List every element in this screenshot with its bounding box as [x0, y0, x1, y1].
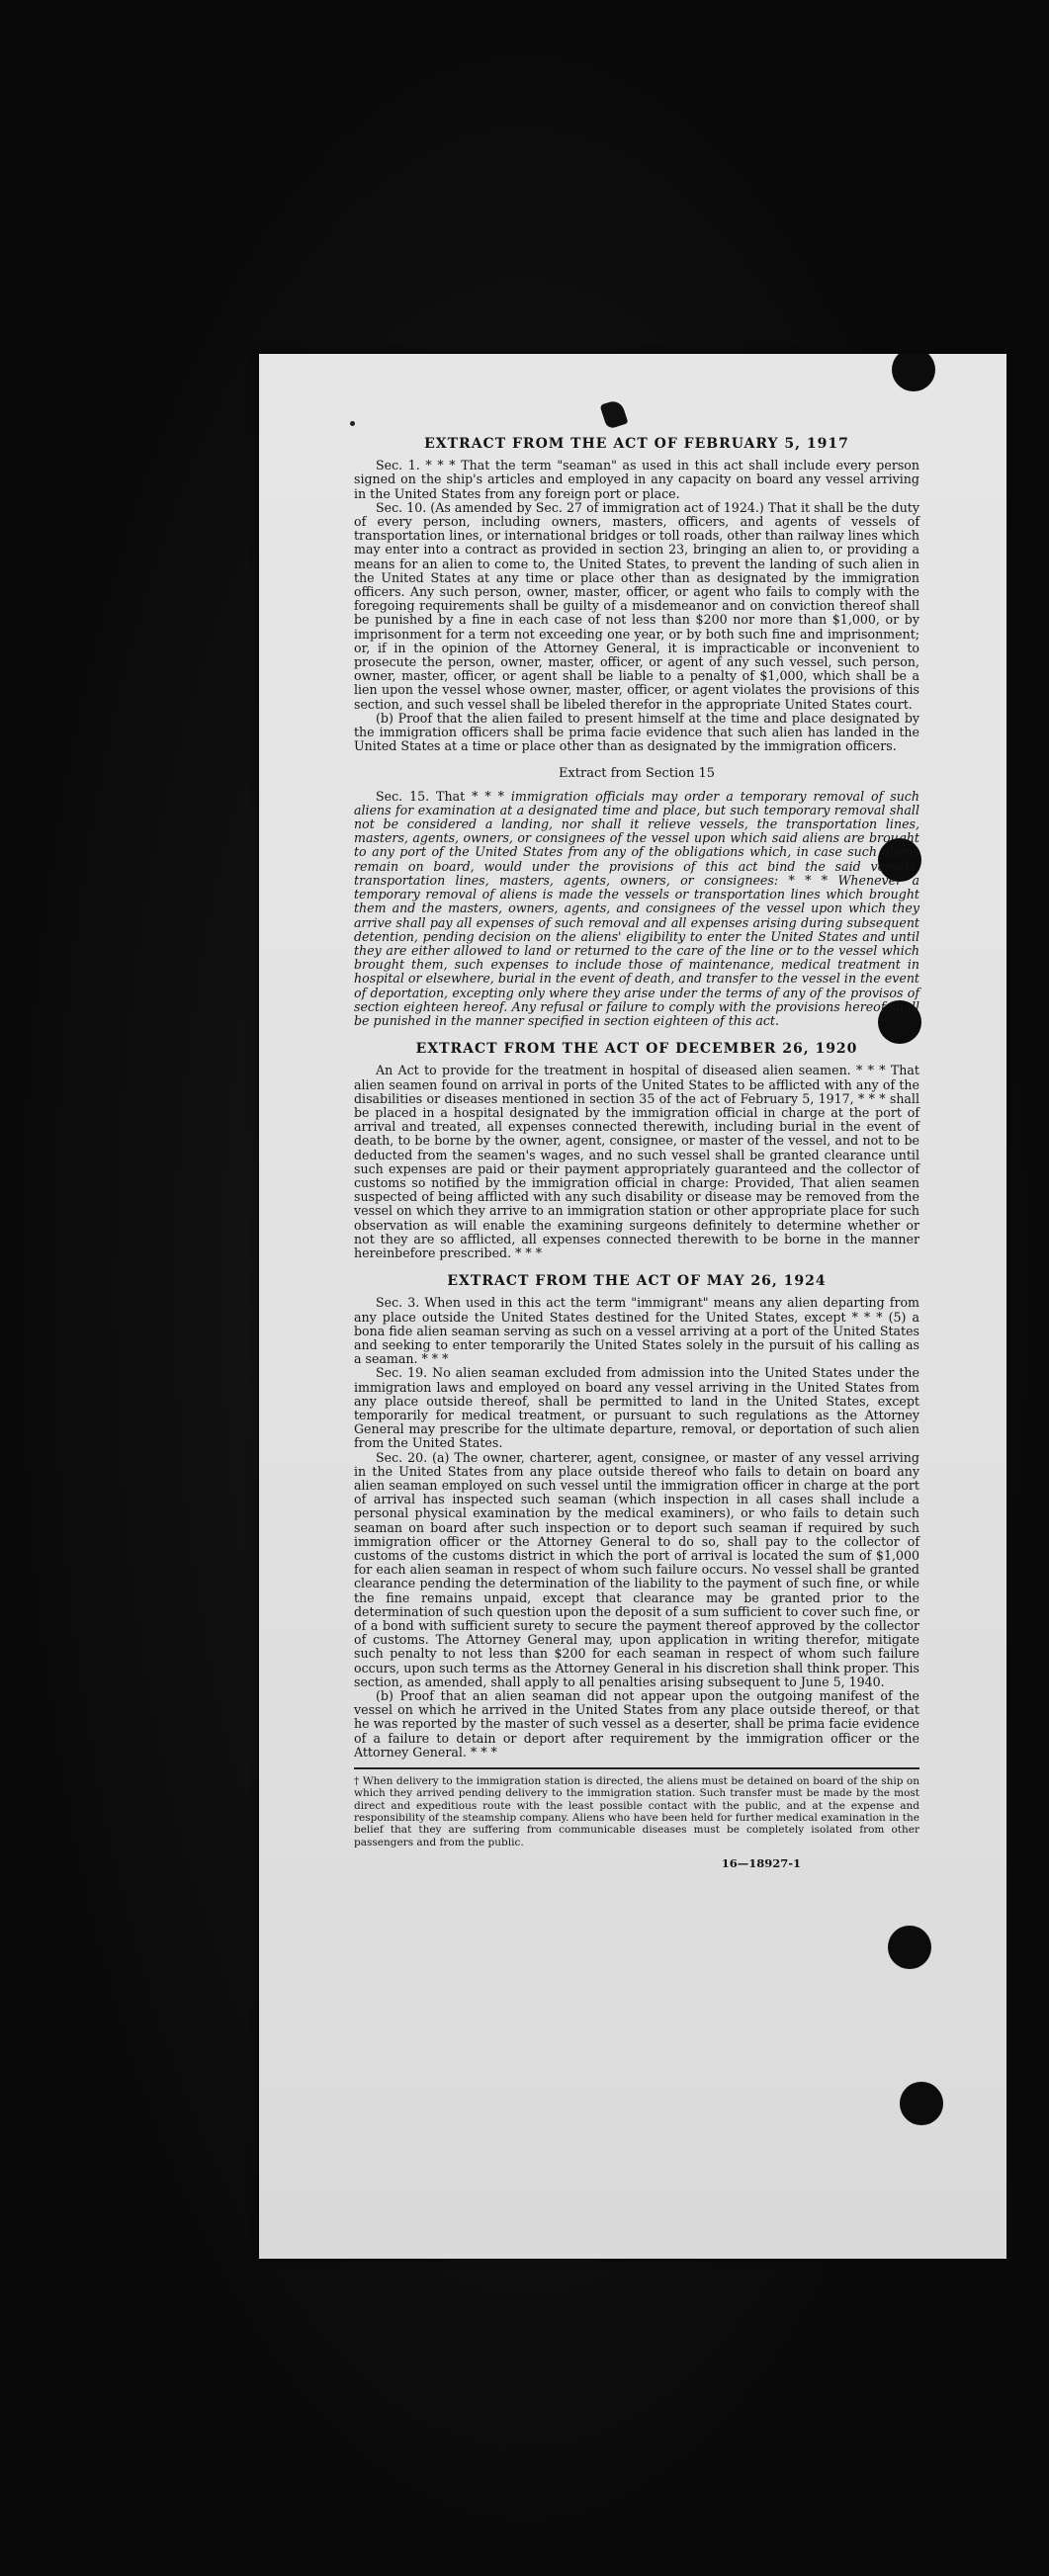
footnote-divider	[354, 1767, 919, 1769]
footnote: † When delivery to the immigration station is directed, the aliens must be detained on board of the ship on which they arrived pending delivery to the immigration station. Such transfer must be made by the most direct and expeditious route with the least possible contact with the public, and at the expense and responsibility of the steamship company. Aliens who have been held for further medical examination in the belief that they are suffering from communicable diseases must be completely isolated from other passengers and from the public.	[354, 1775, 919, 1848]
sec-15-lead: Sec. 15. That * * *	[376, 788, 504, 804]
paragraph-sec-3: Sec. 3. When used in this act the term "immigrant" means any alien departing from any place outside the United States destined for the United States, except * * * (5) a bona fide alien seaman serving as such on a vessel arriving at a port of the United States and seeking to enter temporarily the United States solely in the pursuit of his calling as a seaman. * * *	[354, 1295, 919, 1367]
form-number: 16—18927-1	[721, 1855, 801, 1870]
paragraph-sec-10b: (b) Proof that the alien failed to present himself at the time and place designated by the immigration officers shall be prima facie evidence that such alien has landed in the United States at a time or place other than as designated by the immigration officers.	[354, 710, 919, 754]
paragraph-sec-19: Sec. 19. No alien seaman excluded from admission into the United States under the immigration laws and employed on board any vessel arriving in the United States from any place outside thereof, shall be permitted to land in the United States, except temporarily for medical treatment, or pursuant to such regulations as the Attorney General may prescribe for the ultimate departure, removal, or deportation of such alien from the United States.	[354, 1365, 919, 1451]
paragraph-sec-1: Sec. 1. * * * That the term "seaman" as used in this act shall include every person signed on the ship's articles and employed in any capacity on board any vessel arriving in the United States from any foreign port or place.	[354, 458, 919, 501]
paragraph-sec-10: Sec. 10. (As amended by Sec. 27 of immigration act of 1924.) That it shall be the duty of every person, including owners, masters, officers, and agents of vessels of transportation lines, or international bridges or toll roads, other than railway lines which may enter into a contract as provided in section 23, bringing an alien to, or providing a means for an alien to come to, the United States, to prevent the landing of such alien in the United States at any time or place other than as designated by the immigration officers. Any such person, owner, master, officer, or agent who fails to comply with the foregoing requirements shall be guilty of a misdemeanor and on conviction thereof shall be punished by a fine in each case of not less than $200 nor more than $1,000, or by imprisonment for a term not exceeding one year, or by both such fine and imprisonment; or, if in the opinion of the Attorney General, it is impracticable or inconvenient to prosecute the person, owner, master, officer, or agent of any such vessel, such person, owner, master, officer, or agent shall be liable to a penalty of $1,000, which shall be a lien upon the vessel whose owner, master, officer, or agent violates the provisions of this section, and such vessel shall be libeled therefor in the appropriate United States court.	[354, 499, 919, 712]
paragraph-sec-15	[354, 790, 919, 1028]
punch-hole	[892, 354, 935, 391]
punch-hole	[888, 1926, 931, 1969]
sec-15-text: immigration officials may order a temporary removal of such aliens for examination at a designated time and place, but such temporary removal shall not be considered a landing, nor shall it relieve vessels, the transportation lines, masters, agents, owners, or consignees of the vessel upon which said aliens are brought to any port of the United States from any of the obligations which, in case such aliens remain on board, would under the provisions of this act bind the said vessels, transportation lines, masters, agents, owners, or consignees: * * * Whenever a temporary removal of aliens is made the vessels or transportation lines which brought them and the masters, owners, agents, and consignees of the vessel upon which they arrive shall pay all expenses of such removal and all expenses arising during subsequent detention, pending decision on the aliens' eligibility to enter the United States and until they are either allowed to land or returned to the care of the line or to the vessel which brought them, such expenses to include those of maintenance, medical treatment in hospital or elsewhere, burial in the event of death, and transfer to the vessel in the event of deportation, excepting only where they arise under the terms of any of the provisos of section eighteen hereof. Any refusal or failure to comply with the provisions hereof shall be punished in the manner specified in section eighteen of this act.	[354, 788, 919, 1028]
paragraph-act-1920: An Act to provide for the treatment in hospital of diseased alien seamen. * * * That alien seamen found on arrival in ports of the United States to be afflicted with any of the disabilities or diseases mentioned in section 35 of the act of February 5, 1917, * * * shall be placed in a hospital designated by the immigration official in charge at the port of arrival and treated, all expenses connected therewith, including burial in the event of death, to be borne by the owner, agent, consignee, or master of the vessel, and not to be deducted from the seamen's wages, and no such vessel shall be granted clearance until such expenses are paid or their payment appropriately guaranteed and the collector of customs so notified by the immigration official in charge: Provided, That alien seamen suspected of being afflicted with any such disability or disease may be removed from the vessel on which they arrive to an immigration station or other appropriate place for such observation as will enable the examining surgeons definitely to determine whether or not they are so afflicted, all expenses connected therewith to be borne in the manner hereinbefore prescribed. * * *	[354, 1063, 919, 1260]
punch-hole	[900, 2082, 943, 2125]
document-body	[354, 423, 919, 1870]
document-page	[259, 354, 1006, 2259]
paragraph-sec-20b: (b) Proof that an alien seaman did not appear upon the outgoing manifest of the vessel on which he arrived in the United States from any place outside thereof, or that he was reported by the master of such vessel as a deserter, shall be prima facie evidence of a failure to detain or deport after requirement by the immigration officer or the Attorney General. * * *	[354, 1688, 919, 1760]
heading-act-1917: EXTRACT FROM THE ACT OF FEBRUARY 5, 1917	[424, 436, 849, 452]
heading-act-1924: EXTRACT FROM THE ACT OF MAY 26, 1924	[447, 1273, 827, 1290]
paragraph-sec-20: Sec. 20. (a) The owner, charterer, agent, consignee, or master of any vessel arriving in the United States from any place outside thereof who fails to detain on board any alien seaman employed on such vessel until the immigration officer in charge at the port of arrival has inspected such seaman (which inspection in all cases shall include a personal physical examination by the medical examiners), or who fails to detain such seaman on board after such inspection or to deport such seaman if required by such immigration officer or the Attorney General to do so, shall pay to the collector of customs of the customs district in which the port of arrival is located the sum of $1,000 for each alien seaman in respect of whom such failure occurs. No vessel shall be granted clearance pending the determination of the liability to the payment of such fine, or while the fine remains unpaid, except that clearance may be granted prior to the determination of such question upon the deposit of a sum sufficient to cover such fine, or of a bond with sufficient surety to secure the payment thereof approved by the collector of customs. The Attorney General may, upon application in writing therefor, mitigate such penalty to not less than $200 for each seaman in respect of whom such failure occurs, upon such terms as the Attorney General in his discretion shall think proper. This section, as amended, shall apply to all penalties arising subsequent to June 5, 1940.	[354, 1449, 919, 1689]
heading-act-1920: EXTRACT FROM THE ACT OF DECEMBER 26, 1920	[415, 1041, 858, 1058]
subheading-section-15: Extract from Section 15	[558, 766, 716, 782]
